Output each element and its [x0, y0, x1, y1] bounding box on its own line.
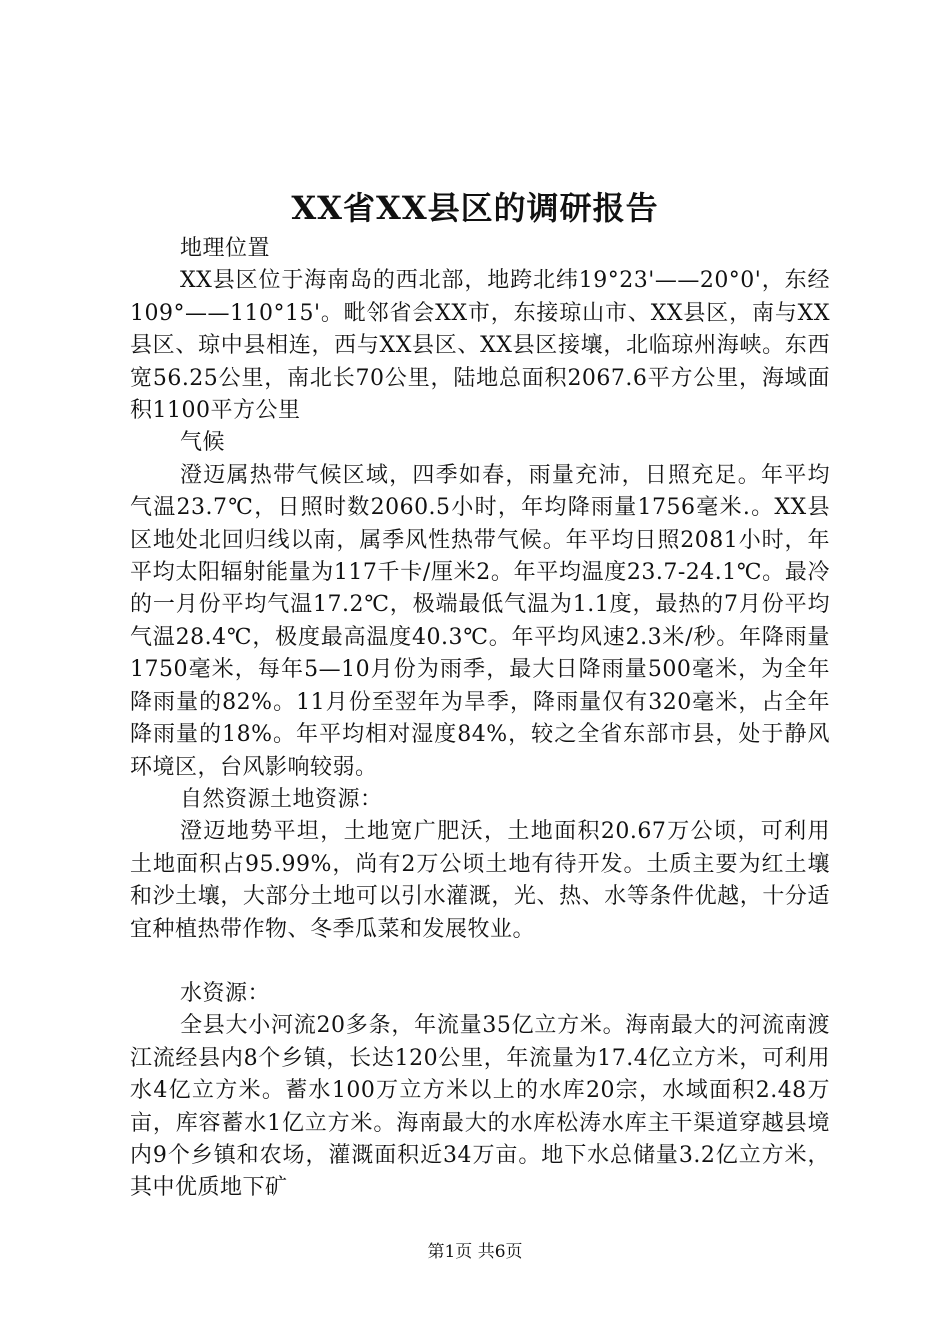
section-text-water-resources: 全县大小河流20多条，年流量35亿立方米。海南最大的河流南渡江流经县内8个乡镇，长达120公里，年流量为17.4亿立方米，可利用水4亿立方米。蓄水100万立方米以上的水库20宗，水域面积2.48万亩，库容蓄水1亿立方米。海南最大的水库松涛水库主干渠道穿越县境内9个乡镇和农场，灌溉面积近34万亩。地下水总储量3.2亿立方米，其中优质地下矿 [130, 1013, 830, 1201]
section-text-land-resources: 澄迈地势平坦，土地宽广肥沃，土地面积20.67万公顷，可利用土地面积占95.99%，尚有2万公顷土地有待开发。土质主要为红土壤和沙土壤，大部分土地可以引水灌溉，光、热、水等条件优越，十分适宜种植热带作物、冬季瓜菜和发展牧业。 [130, 819, 830, 942]
section-text-location: XX县区位于海南岛的西北部，地跨北纬19°23'——20°0'，东经109°——110°15'。毗邻省会XX市，东接琼山市、XX县区，南与XX县区、琼中县相连，西与XX县区、XX县区接壤，北临琼州海峡。东西宽56.25公里，南北长70公里，陆地总面积2067.6平方公里，海域面积1100平方公里 [130, 268, 830, 424]
section-heading-climate: 气候 [180, 430, 226, 456]
section-text-climate: 澄迈属热带气候区域，四季如春，雨量充沛，日照充足。年平均气温23.7℃，日照时数2060.5小时，年均降雨量1756毫米.。XX县区地处北回归线以南，属季风性热带气候。年平均日照2081小时，年平均太阳辐射能量为117千卡/厘米2。年平均温度23.7-24.1℃。最冷的一月份平均气温17.2℃，极端最低气温为1.1度，最热的7月份平均气温28.4℃，极度最高温度40.3℃。年平均风速2.3米/秒。年降雨量1750毫米，每年5—10月份为雨季，最大日降雨量500毫米，为全年降雨量的82%。11月份至翌年为旱季，降雨量仅有320毫米，占全年降雨量的18%。年平均相对湿度84%，较之全省东部市县，处于静风环境区，台风影响较弱。 [130, 462, 830, 780]
paragraph-gap [130, 946, 830, 978]
section-heading-location: 地理位置 [180, 236, 271, 261]
page-title: XX省XX县区的调研报告 [291, 189, 659, 227]
page-footer: 第1页 共6页 [427, 1242, 523, 1262]
section-heading-land-resources: 自然资源土地资源： [180, 786, 383, 812]
section-heading-water-resources: 水资源： [180, 980, 271, 1006]
document-body [130, 233, 830, 1205]
